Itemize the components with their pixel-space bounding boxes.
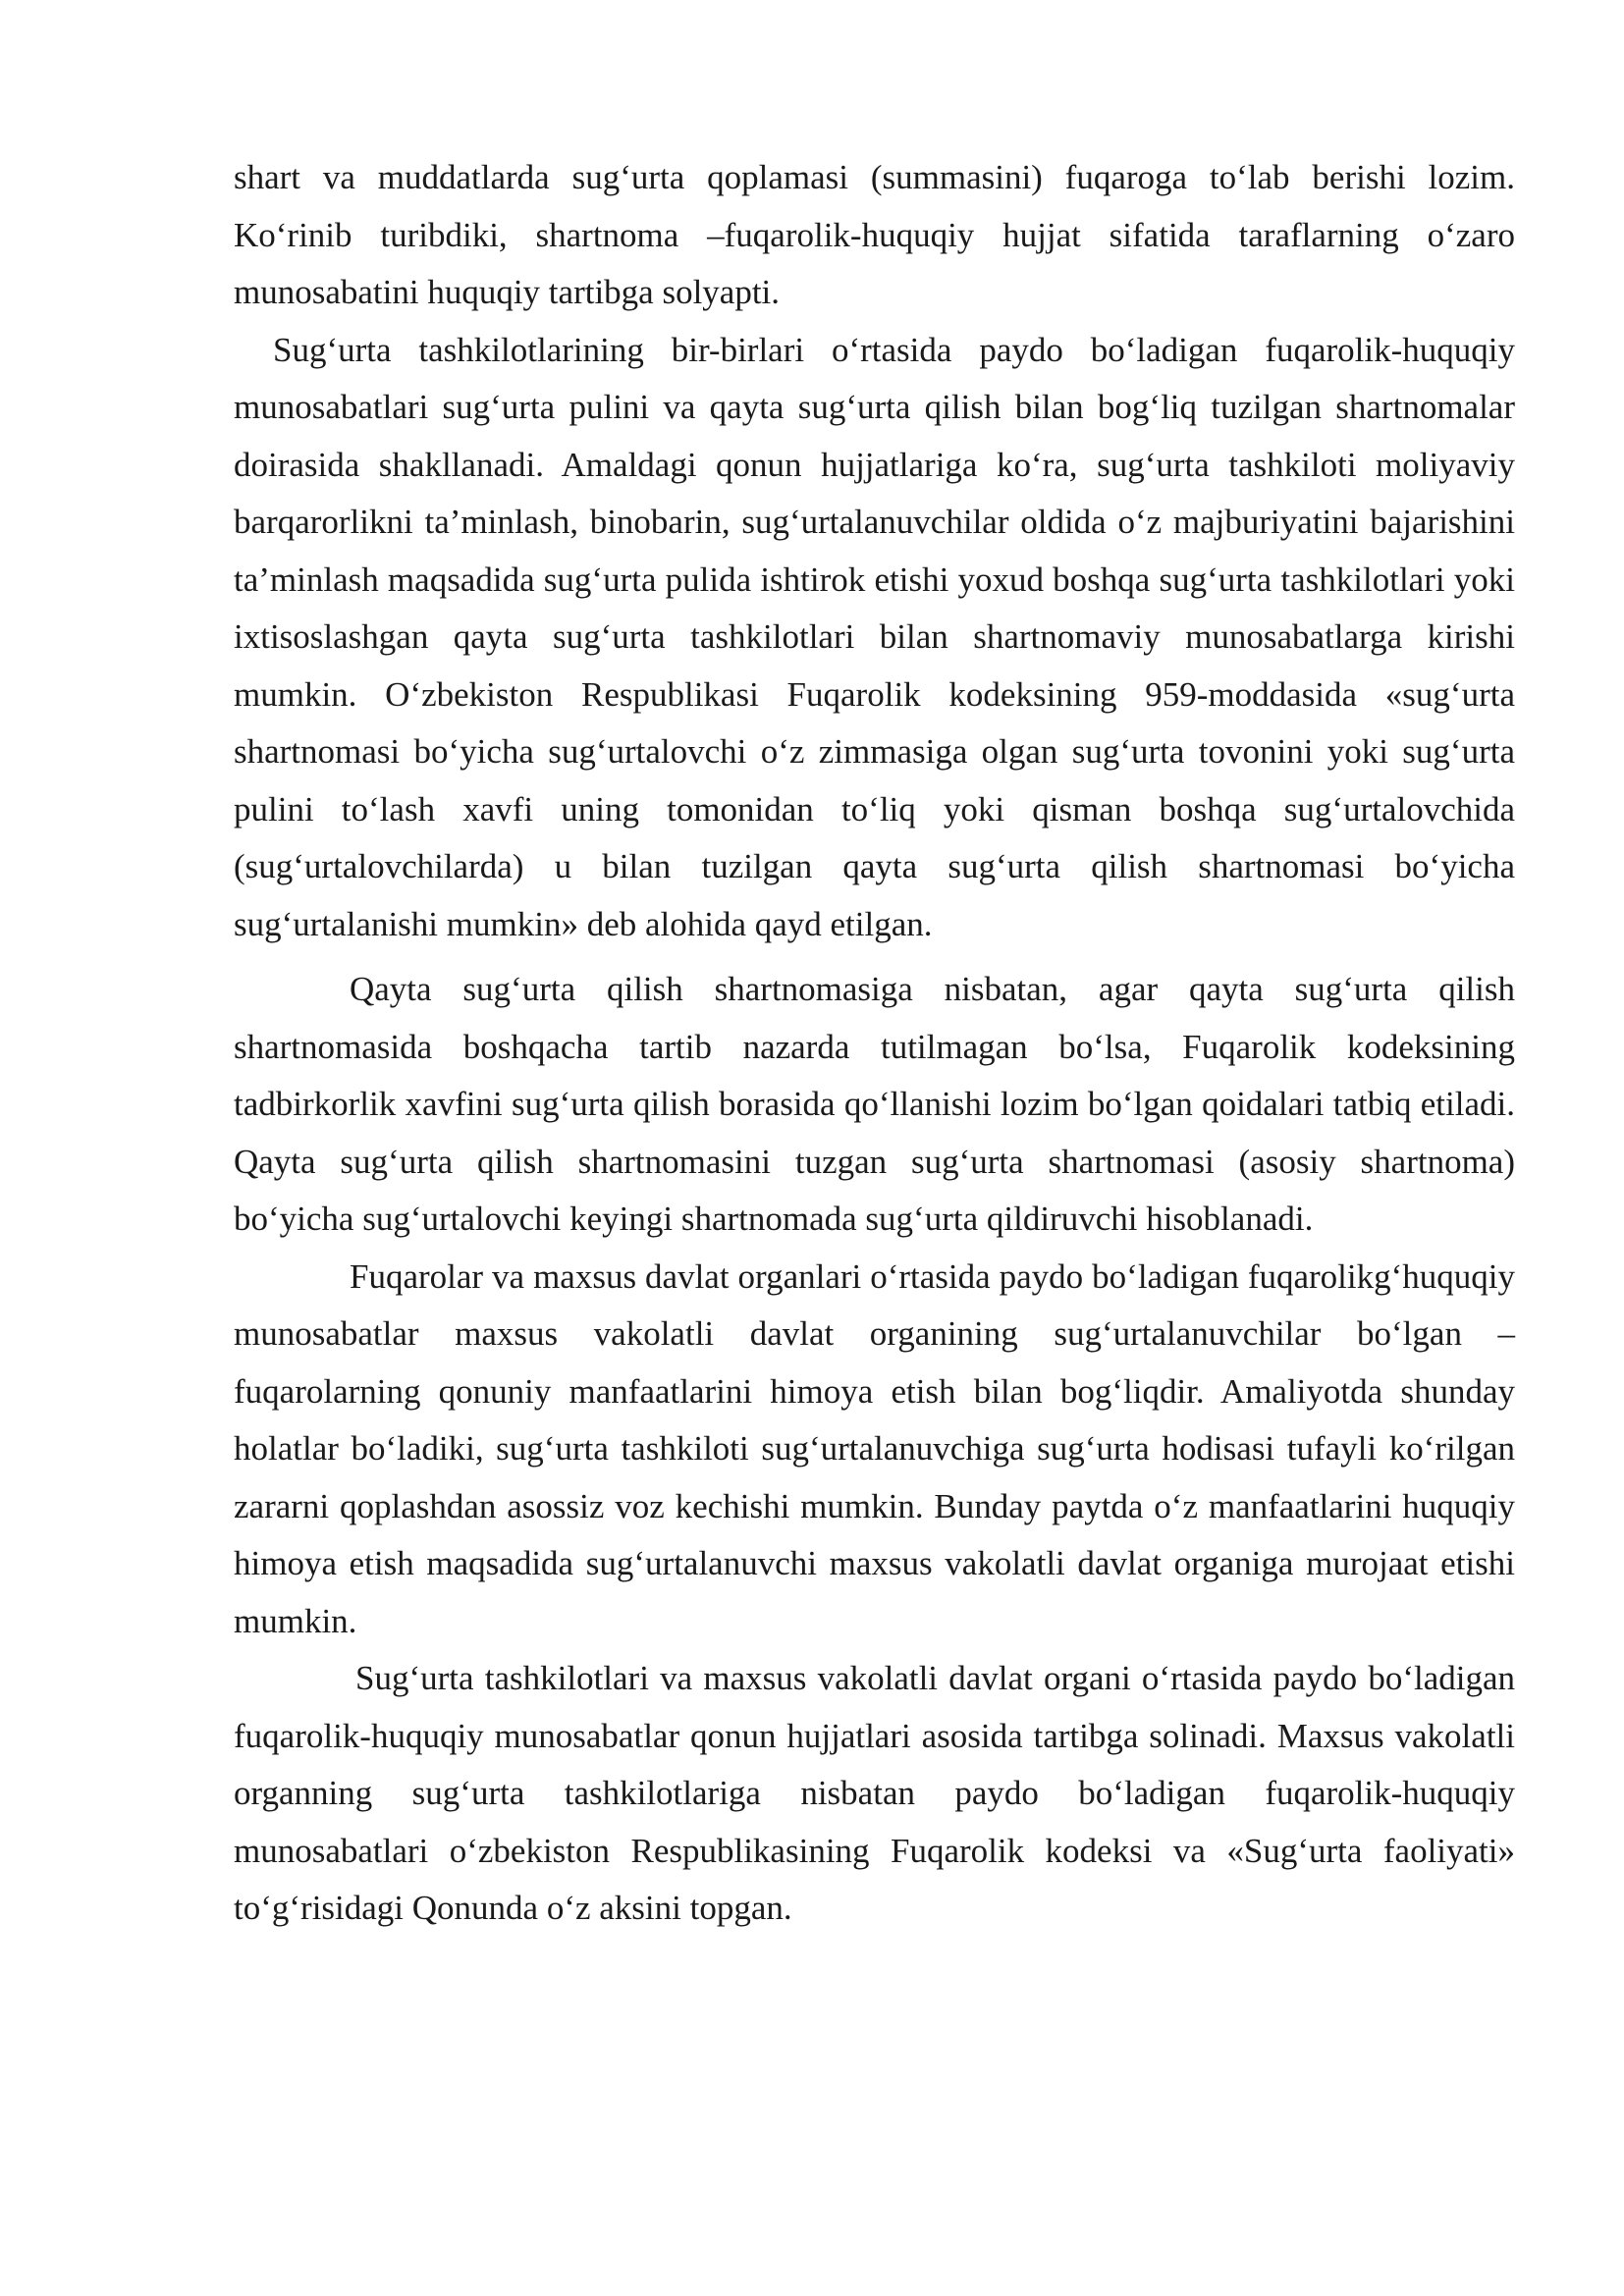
document-body bbox=[234, 149, 1515, 1938]
paragraph-authorized-body: Sug‘urta tashkilotlari va maxsus vakolatli davlat organi o‘rtasida paydo bo‘ladigan fuqarolik-huquqiy munosabatlar qonun hujjatlari asosida tartibga solinadi. Maxsus vakolatli organning sug‘urta tashkilotlariga nisbatan paydo bo‘ladigan fuqarolik-huquqiy munosabatlari o‘zbekiston Respublikasining Fuqarolik kodeksi va «Sug‘urta faoliyati» to‘g‘risidagi Qonunda o‘z aksini topgan. bbox=[234, 1659, 1515, 1927]
paragraph-insurance-organizations: Sug‘urta tashkilotlarining bir-birlari o‘rtasida paydo bo‘ladigan fuqarolik-huquqiy munosabatlari sug‘urta pulini va qayta sug‘urta qilish bilan bog‘liq tuzilgan shartnomalar doirasida shakllanadi. Amaldagi qonun hujjatlariga ko‘ra, sug‘urta tashkiloti moliyaviy barqarorlikni ta’minlash, binobarin, sug‘urtalanuvchilar oldida o‘z majburiyatini bajarishini ta’minlash maqsadida sug‘urta pulida ishtirok etishi yoxud boshqa sug‘urta tashkilotlari yoki ixtisoslashgan qayta sug‘urta tashkilotlari bilan shartnomaviy munosabatlarga kirishi mumkin. O‘zbekiston Respublikasi Fuqarolik kodeksining 959-moddasida «sug‘urta shartnomasi bo‘yicha sug‘urtalovchi o‘z zimmasiga olgan sug‘urta tovonini yoki sug‘urta pulini to‘lash xavfi uning tomonidan to‘liq yoki qisman boshqa sug‘urtalovchida (sug‘urtalovchilarda) u bilan tuzilgan qayta sug‘urta qilish shartnomasi bo‘yicha sug‘urtalanishi mumkin» deb alohida qayd etilgan. bbox=[234, 330, 1515, 943]
paragraph-reinsurance-contract: Qayta sug‘urta qilish shartnomasiga nisbatan, agar qayta sug‘urta qilish shartnomasida boshqacha tartib nazarda tutilmagan bo‘lsa, Fuqarolik kodeksining tadbirkorlik xavfini sug‘urta qilish borasida qo‘llanishi lozim bo‘lgan qoidalari tatbiq etiladi. Qayta sug‘urta qilish shartnomasini tuzgan sug‘urta shartnomasi (asosiy shartnoma) bo‘yicha sug‘urtalovchi keyingi shartnomada sug‘urta qildiruvchi hisoblanadi. bbox=[234, 970, 1515, 1238]
paragraph-citizens-state-bodies: Fuqarolar va maxsus davlat organlari o‘rtasida paydo bo‘ladigan fuqarolikg‘huquqiy munosabatlar maxsus vakolatli davlat organining sug‘urtalanuvchilar bo‘lgan – fuqarolarning qonuniy manfaatlarini himoya etish bilan bog‘liqdir. Amaliyotda shunday holatlar bo‘ladiki, sug‘urta tashkiloti sug‘urtalanuvchiga sug‘urta hodisasi tufayli ko‘rilgan zararni qoplashdan asossiz voz kechishi mumkin. Bunday paytda o‘z manfaatlarini huquqiy himoya etish maqsadida sug‘urtalanuvchi maxsus vakolatli davlat organiga murojaat etishi mumkin. bbox=[234, 1256, 1515, 1640]
paragraph-continuation: shart va muddatlarda sug‘urta qoplamasi (summasini) fuqaroga to‘lab berishi lozim. Ko‘rinib turibdiki, shartnoma –fuqarolik-huquqiy hujjat sifatida taraflarning o‘zaro munosabatini huquqiy tartibga solyapti. bbox=[234, 158, 1515, 311]
